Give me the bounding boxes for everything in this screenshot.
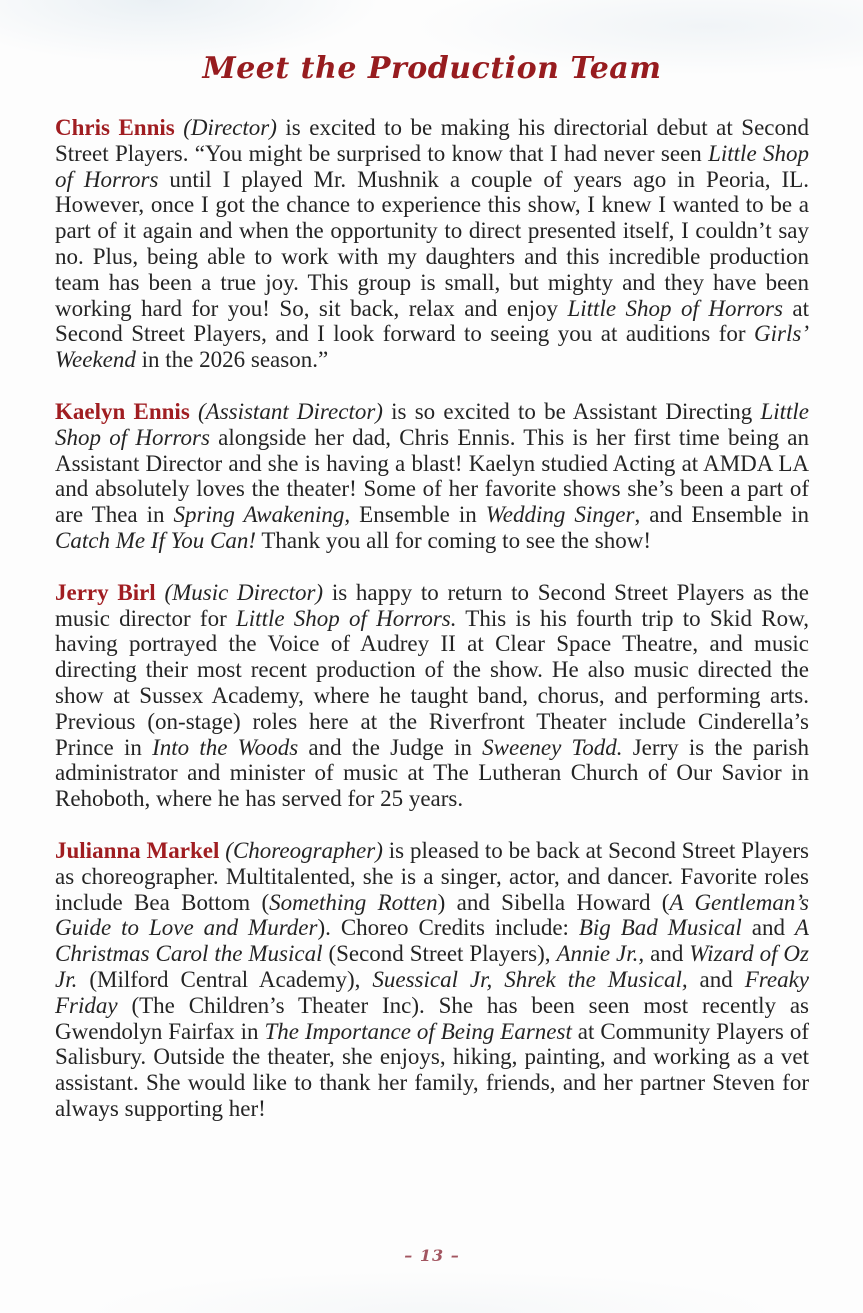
bio-text: This is his fourth trip to Skid Row, having portrayed the Voice of Audrey II at Clear Space Theatre, and music directing their most recent production of the show. He also music directed the show at Sussex Academy, where he taught band, chorus, and performing arts. Previous (on-stage) roles here at the Riverfront Theater include Cinderella’s Prince in: [55, 605, 809, 760]
bio-paragraph: [55, 580, 809, 812]
bio-text: is happy to return to Second Street Players as the music director for: [55, 579, 810, 631]
show-title: The Importance of Being Earnest: [264, 1018, 572, 1044]
bio-text: is pleased to be back at Second Street Players as choreographer. Multitalented, she is a singer, actor, and dancer. Favorite roles include Bea Bottom (: [55, 837, 809, 915]
bio-name: Chris Ennis: [55, 115, 175, 140]
bio-role: (Choreographer): [225, 837, 383, 863]
bio-paragraph: [55, 115, 809, 373]
bio-text: is excited to be making his directorial debut at Second Street Players. “You might be surprised to know that I had never seen: [55, 115, 809, 166]
bio-name: Julianna Markel: [55, 837, 220, 863]
show-title: Girls’ Weekend: [55, 321, 809, 373]
show-title: Annie Jr.,: [556, 941, 645, 967]
bio-text: at Community Players of Salisbury. Outside the theater, she enjoys, hiking, painting, and working as a vet assistant. She would like to thank her family, friends, and her partner Steven for always supporting her!: [55, 1018, 809, 1121]
bio-text: Ensemble in: [350, 502, 486, 528]
bio-text: Jerry is the parish administrator and minister of music at The Lutheran Church of Our Savior in Rehoboth, where he has served for 25 years.: [55, 734, 809, 812]
bio-text: until I played Mr. Mushnik a couple of years ago in Peoria, IL. However, once I got the chance to experience this show, I knew I wanted to be a part of it again and when the opportunity to direct presented itself, I couldn’t say no. Plus, being able to work with my daughters and this incredible production team has been a true joy. This group is small, but mighty and they have been working hard for you! So, sit back, relax and enjoy: [55, 166, 809, 321]
show-title: Sweeney Todd.: [482, 734, 623, 760]
bio-text: and: [741, 915, 795, 941]
show-title: Little Shop of Horrors.: [236, 605, 457, 631]
show-title: Little Shop of Horrors: [55, 140, 809, 192]
page-title: Meet the Production Team: [202, 51, 662, 86]
bio-text: at Second Street Players, and I look forward to seeing you at auditions for: [55, 295, 809, 347]
page-number: – 13 –: [404, 1246, 460, 1265]
bio-text: (Second Street Players),: [322, 941, 557, 967]
show-title: Suessical Jr, Shrek the Musical,: [372, 966, 688, 992]
bio-text: (Milford Central Academy),: [77, 966, 373, 992]
show-title: Little Shop of Horrors: [567, 295, 783, 321]
bio-name: Jerry Birl: [55, 579, 156, 605]
bio-role: (Director): [183, 115, 277, 140]
bio-paragraph: [55, 838, 809, 1122]
show-title: A Christmas Carol the Musical: [55, 915, 809, 967]
bio-paragraph: [55, 399, 809, 554]
bio-text: and: [644, 941, 690, 967]
bio-text: and: [687, 966, 745, 992]
bio-name: Kaelyn Ennis: [55, 398, 190, 424]
show-title: Wedding Singer: [485, 502, 635, 528]
bio-text: and the Judge in: [298, 734, 483, 760]
show-title: Into the Woods: [152, 734, 299, 760]
bio-text: Thank you all for coming to see the show!: [256, 527, 652, 553]
bio-text: ). Choreo Credits include:: [317, 915, 579, 941]
bio-text: (The Children’s Theater Inc). She has been seen most recently as Gwendolyn Fairfax in: [55, 992, 809, 1044]
show-title: Little Shop of Horrors: [55, 398, 809, 450]
bio-text: , and Ensemble in: [634, 502, 809, 528]
bio-text: is so excited to be Assistant Directing: [382, 398, 761, 424]
show-title: Spring Awakening,: [173, 502, 351, 528]
show-title: Freaky Friday: [55, 966, 809, 1018]
show-title: Big Bad Musical: [578, 915, 742, 941]
bio-text: alongside her dad, Chris Ennis. This is her first time being an Assistant Director and she is having a blast! Kaelyn studied Acting at AMDA LA and absolutely loves the theater! Some of her favorite shows she’s been a part of are Thea in: [55, 424, 809, 528]
bio-text: ) and Sibella Howard (: [437, 889, 670, 915]
show-title: Wizard of Oz Jr.: [55, 941, 809, 992]
show-title: A Gentleman’s Guide to Love and Murder: [55, 889, 809, 941]
bio-role: (Music Director): [164, 579, 324, 605]
bio-role: (Assistant Director): [197, 398, 383, 424]
bio-text: in the 2026 season.”: [135, 347, 329, 373]
bio-list: [55, 115, 809, 1122]
show-title: Something Rotten: [269, 889, 438, 915]
show-title: Catch Me If You Can!: [55, 527, 257, 553]
